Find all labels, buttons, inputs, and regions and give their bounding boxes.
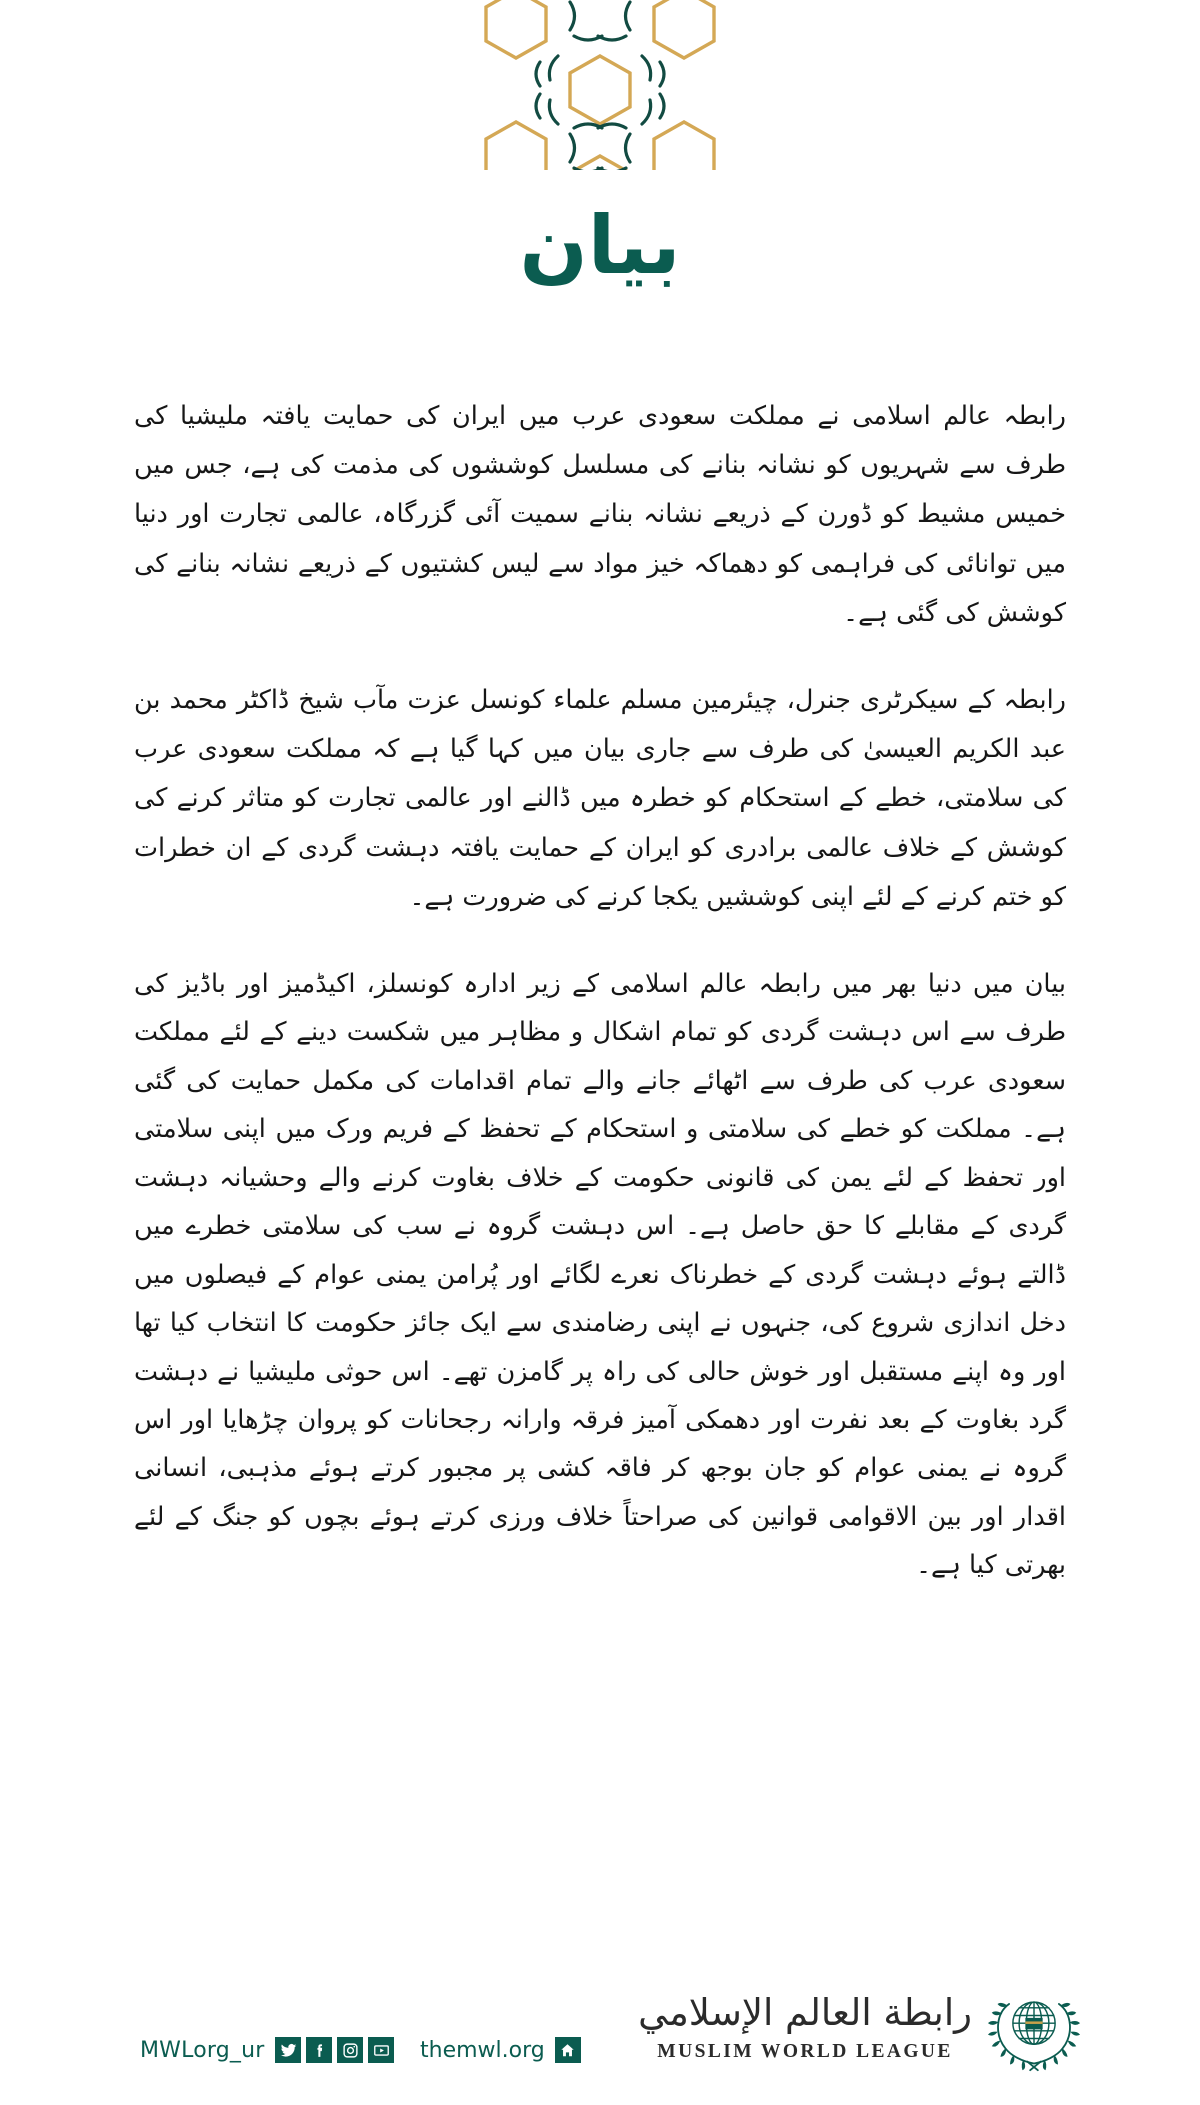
top-ornament-band	[0, 0, 1200, 170]
statement-body	[134, 392, 1066, 1590]
twitter-icon[interactable]	[275, 2037, 301, 2063]
paragraph-3: بیان میں دنیا بھر میں رابطہ عالم اسلامی کے زیر ادارہ کونسلز، اکیڈمیز اور باڈیز کی طرف سے اس دہشت گردی کو تمام اشکال و مظاہر میں شکست دینے کے لئے مملکت سعودی عرب کی طرف سے اٹھائے جانے والے تمام اقدامات کی مکمل حمایت کی گئی ہے۔ مملکت کو خطے کی سلامتی و استحکام کے تحفظ کے فریم ورک میں اپنی سلامتی اور تحفظ کے لئے یمن کی قانونی حکومت کے خلاف بغاوت کرنے والے وحشیانہ دہشت گردی کے مقابلے کا حق حاصل ہے۔ اس دہشت گروہ نے سب کی سلامتی خطرے میں ڈالتے ہوئے دہشت گردی کے خطرناک نعرے لگائے اور پُرامن یمنی عوام کے فیصلوں میں دخل اندازی شروع کی، جنہوں نے اپنی رضامندی سے ایک جائز حکومت کا انتخاب کیا تھا اور وہ اپنے مستقبل اور خوش حالی کی راہ پر گامزن تھے۔ اس حوثی ملیشیا نے دہشت گرد بغاوت کے بعد نفرت اور دھمکی آمیز فرقہ وارانہ رجحانات کو پروان چڑھایا اور اس گروہ نے یمنی عوام کو جان بوجھ کر فاقہ کشی پر مجبور کرتے ہوئے مذہبی، انسانی اقدار اور بین الاقوامی قوانین کی صراحتاً خلاف ورزی کرتے ہوئے بچوں کو جنگ کے لئے بھرتی کیا ہے۔	[134, 969, 1066, 1581]
social-handle-label: MWLorg_ur	[140, 2037, 265, 2063]
page-title-container	[0, 196, 1200, 296]
paragraph-1: رابطہ عالم اسلامی نے مملکت سعودی عرب میں ایران کی حمایت یافتہ ملیشیا کی طرف سے شہریوں کو نشانہ بنانے کی مسلسل کوششوں کی مذمت کی ہے، جس میں خمیس مشیط کو ڈورن کے ذریعے نشانہ بنانے سمیت آئی گزرگاہ، عالمی تجارت اور دنیا میں توانائی کی فراہمی کو دھماکہ خیز مواد سے لیس کشتیوں کے ذریعے نشانہ بنانے کی کوشش کی گئی ہے۔	[134, 401, 1066, 628]
page-title: بیان	[519, 199, 681, 292]
home-icon[interactable]	[555, 2037, 581, 2063]
social-icon-row	[275, 2037, 394, 2063]
brand-lockup	[638, 1979, 1082, 2075]
brand-wordmark	[638, 1991, 972, 2064]
instagram-icon[interactable]	[337, 2037, 363, 2063]
facebook-icon[interactable]	[306, 2037, 332, 2063]
footer	[0, 1920, 1200, 2105]
brand-arabic-name: رابطة العالم الإسلامي	[638, 1990, 972, 2034]
islamic-hexagon-pattern-icon	[470, 0, 730, 170]
globe-kaaba-wreath-emblem-icon	[986, 1979, 1082, 2075]
brand-english-name: MUSLIM WORLD LEAGUE	[657, 2041, 953, 2063]
paragraph-2: رابطہ کے سیکرٹری جنرل، چیئرمین مسلم علماء کونسل عزت مآب شیخ ڈاکٹر محمد بن عبد الکریم العیسیٰ کی طرف سے جاری بیان میں کہا گیا ہے کہ مملکت سعودی عرب کی سلامتی، خطے کے استحکام کو خطرہ میں ڈالنے اور عالمی تجارت کو متاثر کرنے کی کوشش کے خلاف عالمی برادری کو ایران کے حمایت یافتہ دہشت گردی کے ان خطرات کو ختم کرنے کے لئے اپنی کوششیں یکجا کرنے کی ضرورت ہے۔	[134, 685, 1066, 912]
youtube-icon[interactable]	[368, 2037, 394, 2063]
website-group	[420, 2037, 581, 2063]
website-label: themwl.org	[420, 2037, 545, 2063]
social-handle-group	[138, 2037, 394, 2063]
